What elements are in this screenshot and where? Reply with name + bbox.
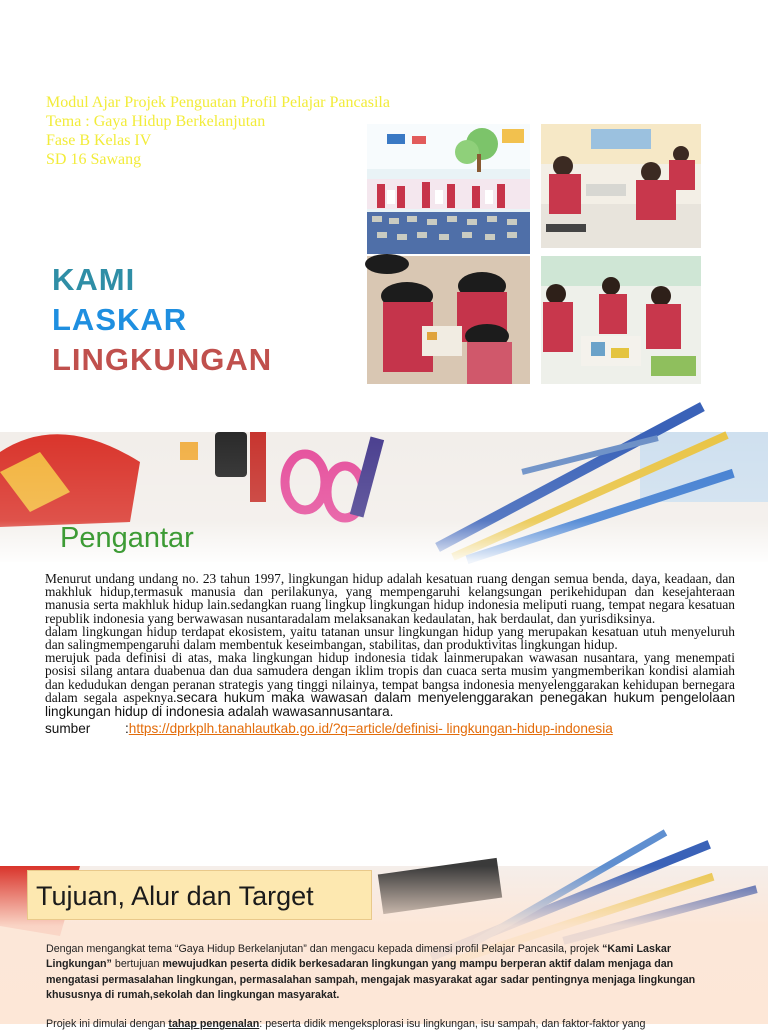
tahap-pengenalan: tahap pengenalan bbox=[168, 1018, 260, 1031]
module-title: Modul Ajar Projek Penguatan Profil Pelajar Pancasila bbox=[46, 94, 390, 111]
tujuan-paragraph-2 bbox=[46, 1017, 726, 1032]
school-line: SD 16 Sawang bbox=[46, 151, 142, 168]
theme-line: Tema : Gaya Hidup Berkelanjutan bbox=[46, 113, 266, 130]
photo-collage bbox=[367, 124, 701, 384]
tujuan-text-1: Dengan mengangkat tema “Gaya Hidup Berkelanjutan” dan mengacu kepada dimensi profil Pelajar Pancasila, projek bbox=[46, 943, 603, 955]
pengantar-body bbox=[45, 572, 735, 735]
project-name: “Kami Laskar Lingkungan” bbox=[46, 943, 671, 971]
tujuan-body bbox=[46, 942, 726, 1032]
cover-page bbox=[0, 0, 768, 432]
students-photo-1 bbox=[541, 124, 701, 248]
pengantar-paragraph-3 bbox=[45, 651, 735, 719]
source-separator: : bbox=[125, 720, 129, 736]
title-word-laskar: LASKAR bbox=[52, 302, 188, 337]
tujuan-text-2: bertujuan bbox=[111, 958, 163, 971]
pengantar-heading: Pengantar bbox=[60, 522, 194, 554]
title-word-lingkungan: LINGKUNGAN bbox=[52, 342, 273, 377]
tujuan-heading: Tujuan, Alur dan Target bbox=[27, 870, 372, 920]
students-photo-2 bbox=[367, 256, 530, 384]
tujuan-section bbox=[0, 866, 768, 1031]
source-link[interactable]: https://dprkplh.tanahlautkab.go.id/?q=article/definisi- lingkungan-hidup-indonesia bbox=[128, 720, 613, 736]
tujuan-goal: mewujudkan peserta didik berkesadaran lingkungan yang mampu berperan aktif dalam menjaga dan mengatasi permasalahan lingkungan, permasalahan sampah, mengajak masyarakat agar sadar pentingnya menjaga lingkungan khususnya di rumah,sekolah dan lingkungan masyarakat. bbox=[46, 958, 696, 1001]
pengantar-section bbox=[0, 432, 768, 836]
pengantar-tail-text: secara hukum maka wawasan dalam menyelenggarakan penegakan hukum pengelolaan lingkungan hidup di indonesia adalah wawasannusantara. bbox=[45, 689, 735, 720]
source-line bbox=[45, 722, 735, 735]
source-label: sumber bbox=[45, 720, 91, 736]
module-info bbox=[46, 93, 390, 169]
phase-line: Fase B Kelas IV bbox=[46, 132, 152, 149]
classroom-photo bbox=[367, 124, 530, 254]
students-photo-3 bbox=[541, 256, 701, 384]
alur-text-1: Projek ini dimulai dengan bbox=[46, 1018, 169, 1031]
tujuan-paragraph-1 bbox=[46, 942, 726, 1003]
pengantar-paragraph-2: dalam lingkungan hidup terdapat ekosistem, yaitu tatanan unsur lingkungan hidup yang merupakan kesatuan utuh menyeluruh dan salingmempengaruhi dalam membentuk keseimbangan, stabilitas, dan produktivitas lingkungan hidup. bbox=[45, 623, 735, 653]
title-word-kami: KAMI bbox=[52, 262, 136, 297]
pengantar-paragraph-3-text: merujuk pada definisi di atas, maka lingkungan hidup indonesia tidak lainmerupakan wawasan nusantara, yang menempati posisi silang antara duabenua dan dua samudera dengan iklim tropis dan cuaca serta musim yangmemberikan kondisi alamiah dan kedudukan dengan peranan strategis yang tinggi nilainya, tempat bangsa indonesia menyelenggarakan kehidupan bernegara dalam segala aspeknya. bbox=[45, 650, 735, 705]
alur-text-2: : peserta didik mengeksplorasi isu lingkungan, isu sampah, dan faktor-faktor yang bbox=[259, 1018, 646, 1031]
pengantar-paragraph-1: Menurut undang undang no. 23 tahun 1997, lingkungan hidup adalah kesatuan ruang dengan semua benda, daya, keadaan, dan makhluk hidup,termasuk manusia dan perilakunya, yang mempengaruhi kelangsungan perikehidupan dan kesejahteraan manusia serta makhluk hidup lain.sedangkan ruang lingkup lingkungan hidup indonesia meliputi ruang, tempat negara kesatuan republik indonesia yang berwawasan nusantaradalam melaksanakan kedaulatan, hak berdaulat, dan yurisdiksinya. bbox=[45, 571, 735, 626]
